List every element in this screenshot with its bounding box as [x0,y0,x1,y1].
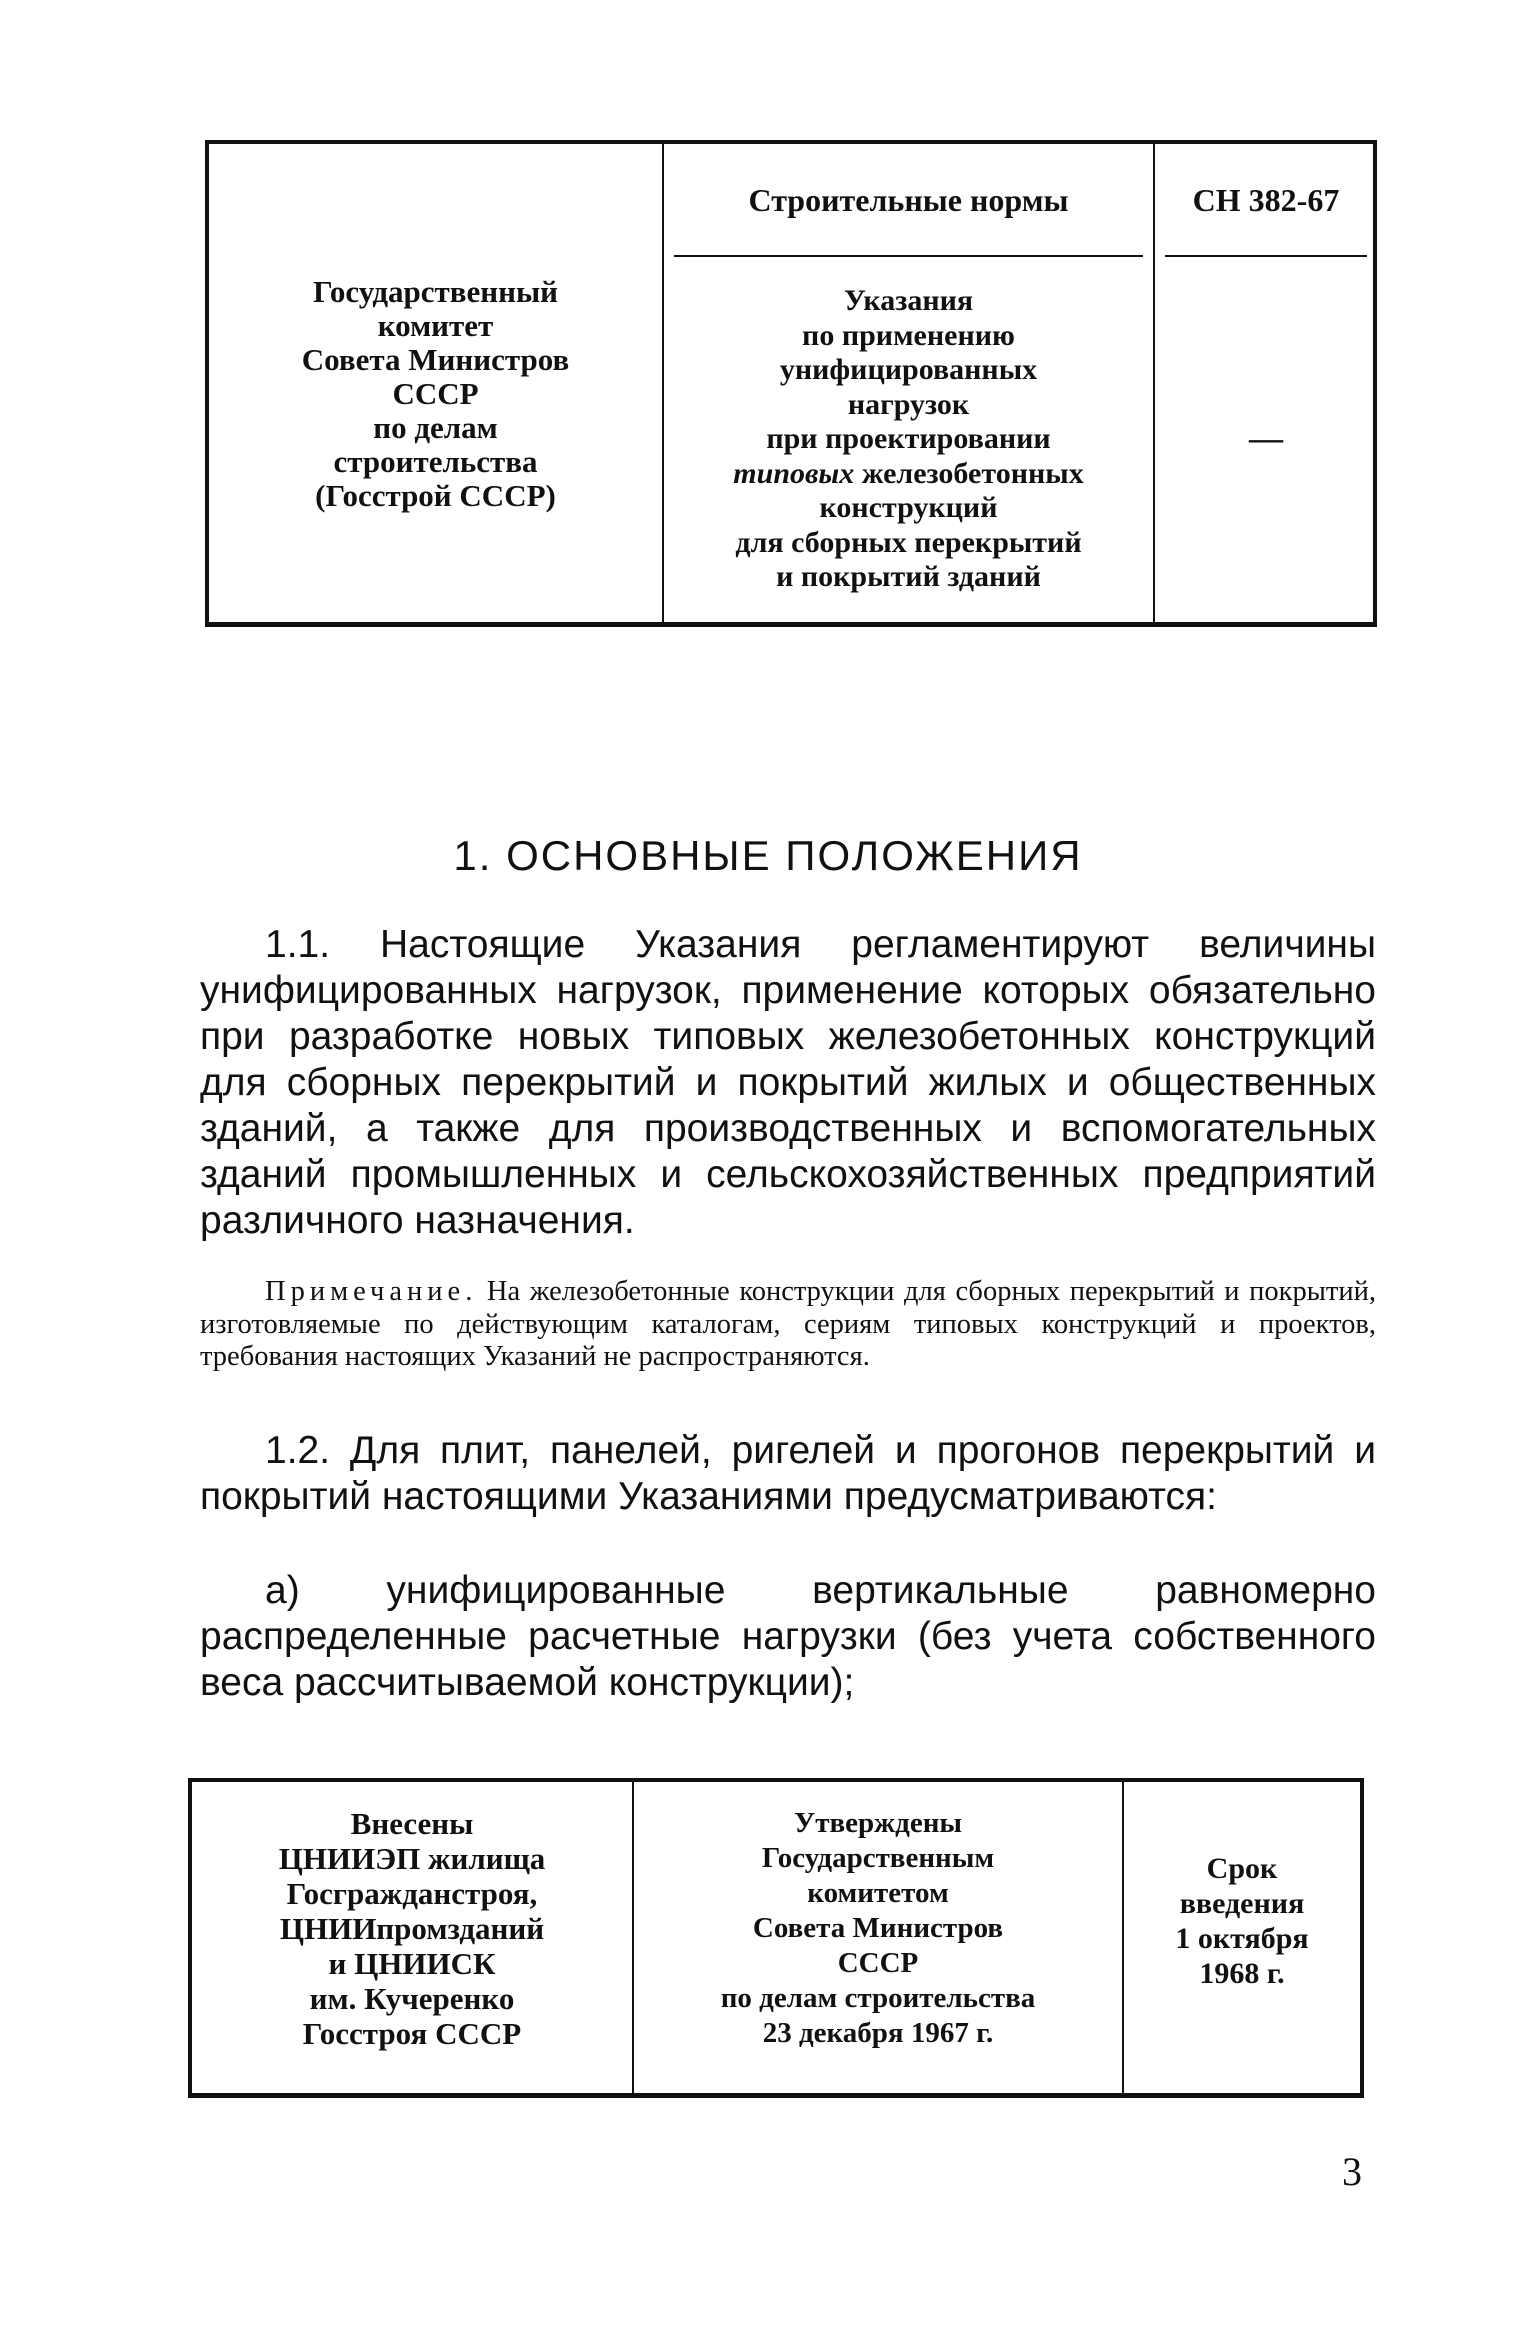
introduced-line: Внесены [350,1806,474,1841]
issuing-organization [302,275,569,513]
title-word: железобетонных [854,456,1084,490]
paragraph-1-2: 1.2. Для плит, панелей, ригелей и прогонов перекрытий и покрытий настоящими Указаниями предусматриваются: [200,1429,1376,1518]
title-line: при проектировании [766,422,1051,455]
approved-line: Совета Министров [752,1912,1004,1944]
title-line: для сборных перекрытий [735,525,1082,559]
paragraph-1-1: 1.1. Настоящие Указания регламентируют величины унифицированных нагрузок, применение которых обязательно при разработке новых типовых железобетонных конструкций для сборных перекрытий и покрытий жилых и общественных зданий, а также для производственных и вспомогательных зданий промышленных и сельскохозяйственных предприятий различного назначения. [200,923,1376,1242]
approved-line: 23 декабря 1967 г. [762,2017,994,2049]
introduced-line: им. Кучеренко [309,1981,515,2016]
org-line: СССР [392,376,479,411]
title-line [664,457,1153,492]
title-line: нагрузок [847,387,970,421]
org-line: (Госстрой СССР) [315,478,556,513]
approved-line: по делам строительства [720,1982,1036,2014]
introduced-by-cell [192,1782,634,2093]
document-code-cell [1155,144,1377,622]
note [200,1276,1376,1374]
term-line: 1 октября [1175,1921,1309,1955]
cell-divider [674,255,1143,257]
org-line: Совета Министров [301,342,570,377]
document-title [664,284,1153,622]
document-code: СН 382-67 [1192,181,1340,218]
introduced-line: ЦНИИЭП жилища [278,1841,546,1876]
document-type: Строительные нормы [748,181,1069,218]
term-line: 1968 г. [1199,1956,1285,1990]
introduced-line: Госстроя СССР [302,2016,522,2051]
header-table [205,140,1377,627]
org-line: Государственный [312,274,559,309]
title-line: и покрытий зданий [776,560,1041,593]
note-text: На железобетонные конструкции для сборных перекрытий и покрытий, изготовляемые по действующим каталогам, сериям типовых конструкций и проектов, требования настоящих Указаний не распространяются. [200,1276,1376,1372]
paragraph-1-2-a: а) унифицированные вертикальные равномерно распределенные расчетные нагрузки (без учета собственного веса рассчитываемой конструкции); [200,1569,1376,1704]
effective-date-cell [1124,1782,1360,2093]
issuing-organization-cell [209,144,664,622]
approved-line: СССР [837,1947,919,1979]
title-italic-word: типовых [733,456,855,490]
title-line: по применению [802,318,1015,352]
term-line: Срок [1206,1851,1278,1885]
approved-line: Утверждены [793,1807,963,1839]
approved-by [721,1806,1036,2051]
org-line: строительства [333,444,538,479]
effective-date [1175,1851,1308,1991]
code-dash: — [1249,420,1283,457]
title-line: унифицированных [779,353,1038,386]
approved-by-cell [634,1782,1124,2093]
org-line: комитет [377,308,494,343]
introduced-line: и ЦНИИСК [328,1946,496,1981]
title-line: конструкций [819,491,998,524]
page-number: 3 [1342,2149,1362,2194]
note-label: Примечание. [265,1276,478,1307]
title-line: Указания [843,284,974,317]
org-line: по делам [373,410,498,445]
document-title-cell [664,144,1155,622]
introduced-by [279,1806,546,2051]
footer-table [188,1778,1364,2098]
introduced-line: ЦНИИпромзданий [279,1911,545,1946]
approved-line: комитетом [807,1877,949,1909]
approved-line: Государственным [761,1842,995,1874]
introduced-line: Госгражданстроя, [286,1876,538,1911]
section-title: 1. ОСНОВНЫЕ ПОЛОЖЕНИЯ [453,832,1083,879]
term-line: введения [1179,1886,1305,1920]
